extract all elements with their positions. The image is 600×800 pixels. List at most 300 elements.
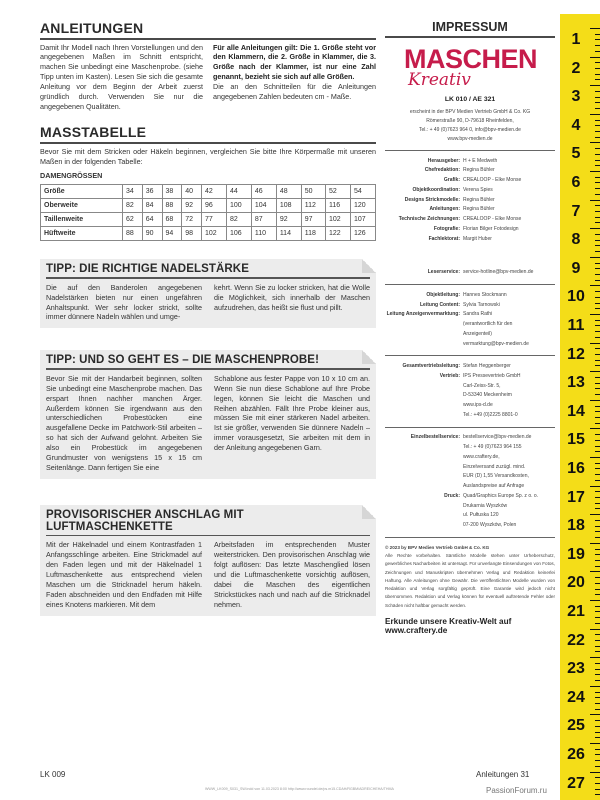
kv-key (385, 340, 463, 350)
ruler-tick (595, 217, 600, 218)
bestell-row (385, 453, 555, 463)
ruler-tick (595, 34, 600, 35)
kv-value: Drukarnia Wyszków (463, 502, 508, 509)
bestell-list (385, 433, 555, 531)
ruler-tick (595, 240, 600, 241)
ruler-tick (595, 640, 600, 641)
divider (385, 355, 555, 356)
ruler-tick (595, 634, 600, 635)
ruler-tick (595, 325, 600, 326)
ruler-tick (595, 211, 600, 212)
ruler-tick (595, 234, 600, 235)
ruler-number: 14 (567, 402, 585, 420)
ruler-tick (595, 148, 600, 149)
kv-value: Carl-Zeiss-Str. 5, (463, 382, 501, 389)
kv-key (385, 443, 463, 453)
ruler-tick (595, 360, 600, 361)
kv-value: www.ips-d.de (463, 402, 493, 409)
ruler-tick (595, 91, 600, 92)
kv-value: Einzelversand zuzügl. mind. (463, 463, 526, 470)
ruler-tick (595, 411, 600, 412)
size-table-cell: 97 (301, 213, 325, 227)
size-table-cell: 90 (142, 227, 162, 241)
kv-value: CREALOOP - Elke Monse (463, 177, 522, 184)
bestell-row (385, 472, 555, 482)
ruler-tick (595, 320, 600, 321)
logo-wordmark: MASCHEN (404, 43, 538, 74)
ruler-tick (595, 39, 600, 40)
tipp-nadelstaerke-heading: TIPP: DIE RICHTIGE NADELSTÄRKE (46, 263, 249, 276)
anleitungen-text-2 (213, 43, 376, 113)
publisher-line: Römerstraße 90, D-79618 Rheinfelden, (426, 117, 514, 124)
kv-key (385, 472, 463, 482)
kv-key: Vertrieb: (439, 372, 460, 379)
size-table-cell: 116 (326, 199, 351, 213)
kv-key: Grafik: (443, 177, 460, 184)
legal-text: Alle Rechte vorbehalten. Sämtliche Modelle stehen unter Urheberschutz, gewerbliches Nacharbeiten ist untersagt. Für unverlangte Einsendungen von Fotos, Zeichnungen und Manuskripten übernehmen Verlag und Redaktion keinerlei Haftung. Alle Anleitungen ohne Gewähr. Die veröffentlichten Modelle wurden von Redaktion und Verlag sorgfältig geprüft. Eine Garantie wird jedoch nicht übernommen. Redaktion und Verlag können für eventuell auftretende Fehler oder Schäden nicht haftbar gemacht werden. (385, 553, 555, 608)
impressum-column (385, 20, 555, 635)
kv-key (385, 320, 463, 330)
ruler-tick (595, 697, 600, 698)
kv-value: Regina Bühler (463, 196, 495, 203)
kv-key: Chefredaktion: (424, 167, 460, 174)
size-table-cell: 108 (276, 199, 301, 213)
ruler-tick (590, 772, 600, 773)
kv-key (385, 382, 463, 392)
credits-row (385, 157, 555, 167)
ruler-tick (595, 245, 600, 246)
ruler-tick (595, 205, 600, 206)
kv-key: Gesamtvertriebsleitung: (402, 363, 460, 370)
kv-value: Florian Bilger Fotodesign (463, 225, 519, 232)
kv-value: Tel.: +49 (0)2225 8801-0 (463, 411, 518, 418)
ruler-tick (595, 102, 600, 103)
ruler-number: 4 (571, 116, 581, 134)
ruler-tick (590, 629, 600, 630)
ruler-number: 25 (567, 717, 585, 735)
ruler-tick (595, 669, 600, 670)
ruler-tick (595, 651, 600, 652)
footer-page-number: Anleitungen 31 (476, 770, 530, 779)
kv-key: Technische Zeichnungen: (398, 216, 460, 223)
ruler-tick (595, 446, 600, 447)
vertrieb-row (385, 391, 555, 401)
masstabelle-heading: MASSTABELLE (40, 124, 147, 141)
size-table-row (41, 227, 376, 241)
kv-key: Fachlektorat: (428, 235, 460, 242)
kv-key: Objektleitung: (426, 291, 460, 298)
ruler-tick (595, 726, 600, 727)
kv-key (385, 401, 463, 411)
size-table-row-label: Taillenweite (41, 213, 123, 227)
size-table-row (41, 199, 376, 213)
anleitungen-rule-rest: Die an den Schnitteilen für die Anleitungen angegebenen Zahlen bedeuten cm - Maße. (213, 82, 376, 102)
kv-value: Regina Bühler (463, 167, 495, 174)
vertrieb-row (385, 401, 555, 411)
publisher-address (385, 108, 555, 144)
divider (46, 535, 370, 536)
copyright (385, 544, 555, 552)
ruler-tick (595, 131, 600, 132)
ruler-number: 19 (567, 545, 585, 563)
size-table-cell: 82 (226, 213, 251, 227)
ruler-tick (595, 406, 600, 407)
credits-row (385, 186, 555, 196)
size-table-cell: 102 (202, 227, 227, 241)
ruler-tick (590, 142, 600, 143)
ruler-tick (595, 194, 600, 195)
ruler-number: 7 (571, 202, 581, 220)
ruler-tick (595, 663, 600, 664)
anschlag-text-1: Mit der Häkelnadel und einem Kontrastfaden 1 Anfangsschlinge arbeiten. Eine Strickmadel auf den Faden legen und mit der Häkelnadel 1 Luftmaschenkette aus entsprechend vielen Maschen um die Stricknadel herum häkeln. Faden abschneiden und den Endfaden mit Hilfe eines Knotens markieren. Mit dem (46, 540, 202, 610)
tipp-nadelstaerke-box (40, 259, 376, 328)
bestell-row (385, 511, 555, 521)
tipp-maschenprobe-box (40, 350, 376, 479)
ruler-tick (595, 474, 600, 475)
ruler-tick (595, 222, 600, 223)
kv-key (385, 482, 463, 492)
kv-key (385, 391, 463, 401)
ruler-tick (595, 583, 600, 584)
divider (385, 150, 555, 151)
ruler-tick (590, 314, 600, 315)
ruler-tick (595, 297, 600, 298)
size-table-cell: 48 (276, 185, 301, 199)
ruler-tick (595, 423, 600, 424)
anschlag-box (40, 505, 376, 616)
ruler-tick (590, 85, 600, 86)
size-table-cell: 62 (123, 213, 143, 227)
kv-value: Anzeigenteil) (463, 330, 492, 337)
kv-value: Auslandspreise auf Anfrage (463, 483, 525, 490)
vertrieb-row (385, 382, 555, 392)
size-table-cell: 104 (251, 199, 276, 213)
ruler-tick (595, 766, 600, 767)
ruler-tick (595, 137, 600, 138)
size-table-cell: 82 (123, 199, 143, 213)
credits-row (385, 196, 555, 206)
size-table-cell: 88 (123, 227, 143, 241)
tipp-nadelstaerke-text-1: Die auf den Banderolen angegebenen Nadelstärken bieten nur einen ungefähren Anhaltspunkt. Wer sehr locker strickt, sollte immer dünnere Nadeln wählen und umge- (46, 282, 202, 322)
footer-print-info: WWW_LK009_S031_SW.indd von 11.03.2023 8:00 http://www.roundel.de/ps.m15.CDAH/RGBM/ADREICHEHA/THMA (205, 787, 394, 791)
bestell-row (385, 463, 555, 473)
divider (385, 427, 555, 428)
size-table-cell: 44 (226, 185, 251, 199)
divider (385, 36, 555, 38)
ruler-tick (595, 188, 600, 189)
ruler-tick (595, 383, 600, 384)
publisher-line: Tel.: + 49 (0)7623 964 0, info@bpv-medien.de (419, 126, 521, 133)
ruler-tick (595, 480, 600, 481)
ruler-tick (595, 709, 600, 710)
ruler-tick (595, 794, 600, 795)
objekt-row (385, 340, 555, 350)
size-table-cell: 98 (182, 227, 202, 241)
size-table-cell: 126 (350, 227, 375, 241)
credits-row (385, 225, 555, 235)
publisher-line: www.bpv-medien.de (447, 135, 493, 142)
ruler-tick (595, 537, 600, 538)
measuring-tape-ruler (560, 14, 600, 800)
ruler-number: 27 (567, 774, 585, 792)
objekt-row (385, 301, 555, 311)
ruler-tick (595, 589, 600, 590)
objekt-row (385, 291, 555, 301)
size-table-cell: 64 (142, 213, 162, 227)
size-table-cell: 50 (301, 185, 325, 199)
ruler-tick (595, 577, 600, 578)
ruler-tick (595, 388, 600, 389)
ruler-tick (595, 97, 600, 98)
kv-key (385, 502, 463, 512)
watermark: PassionForum.ru (486, 786, 547, 795)
kv-value: Margit Huber (463, 235, 492, 242)
size-table-cell: 88 (162, 199, 182, 213)
bestell-row (385, 492, 555, 502)
ruler-tick (595, 45, 600, 46)
size-table-cell: 54 (350, 185, 375, 199)
divider (385, 284, 555, 285)
size-table-cell: 114 (276, 227, 301, 241)
ruler-tick (595, 674, 600, 675)
vertrieb-row (385, 362, 555, 372)
ruler-tick (595, 566, 600, 567)
ruler-tick (595, 720, 600, 721)
size-table-cell: 120 (350, 199, 375, 213)
kv-key: Druck: (444, 492, 460, 499)
ruler-tick (595, 274, 600, 275)
kv-value: Sylvia Tarnowski (463, 301, 500, 308)
ruler-tick (590, 400, 600, 401)
kv-value: D-53340 Meckenheim (463, 392, 512, 399)
ruler-tick (595, 354, 600, 355)
ruler-tick (595, 303, 600, 304)
objekt-row (385, 330, 555, 340)
size-table-row-label: Größe (41, 185, 123, 199)
ruler-tick (590, 657, 600, 658)
anschlag-text-2: Arbeitsfaden im entsprechenden Muster weiterstricken. Den provisorischen Anschlag wie folgt auflösen: Das letzte Maschenglied lösen und die Luftmaschenkette vorsichtig auflösen, dabei die Maschen des eigentlichen Strickstückes nach und nach auf die Stricknadel nehmen. (214, 540, 370, 610)
ruler-tick (595, 606, 600, 607)
bestell-row (385, 433, 555, 443)
vertrieb-row (385, 372, 555, 382)
credits-row (385, 166, 555, 176)
ruler-number: 22 (567, 631, 585, 649)
ruler-number: 11 (567, 317, 585, 334)
credits-list (385, 157, 555, 245)
ruler-tick (595, 531, 600, 532)
kv-value: IPS Pressevertrieb GmbH (463, 372, 521, 379)
ruler-tick (595, 331, 600, 332)
ruler-tick (595, 503, 600, 504)
tipp-nadelstaerke-text-2: kehrt. Wenn Sie zu locker stricken, hat die Wolle die Möglichkeit, sich innerhalb der Maschen aufzudrehen, das heißt sie flust und pillt. (214, 282, 370, 312)
ruler-tick (590, 571, 600, 572)
ruler-number: 24 (567, 688, 585, 706)
size-table-cell: 40 (182, 185, 202, 199)
ruler-number: 18 (567, 517, 585, 535)
anleitungen-heading: ANLEITUNGEN (40, 20, 144, 36)
kv-key: Einzelbestellservice: (410, 434, 460, 441)
size-table-cell: 38 (162, 185, 182, 199)
ruler-tick (595, 680, 600, 681)
ruler-tick (595, 79, 600, 80)
ruler-tick (595, 560, 600, 561)
kv-key: Herausgeber: (427, 157, 460, 164)
kv-value: Tel.: + 49 (0)7623 964 155 (463, 444, 522, 451)
ruler-tick (595, 526, 600, 527)
bestell-row (385, 521, 555, 531)
size-table-row (41, 185, 376, 199)
ruler-tick (595, 165, 600, 166)
size-table-cell: 42 (202, 185, 227, 199)
ruler-tick (595, 68, 600, 69)
ruler-number: 10 (567, 288, 585, 306)
ruler-tick (595, 703, 600, 704)
ruler-tick (595, 365, 600, 366)
kv-value: bestellservice@bpv-medien.de (463, 434, 532, 441)
kv-value: (verantwortlich für den (463, 321, 513, 328)
size-table-cell: 100 (226, 199, 251, 213)
ruler-tick (595, 749, 600, 750)
ruler-tick (590, 200, 600, 201)
kv-key: Designs Strickmodelle: (404, 196, 460, 203)
credits-row (385, 176, 555, 186)
size-table-row-label: Hüftweite (41, 227, 123, 241)
publisher-line: erscheint in der BPV Medien Vertrieb GmbH & Co. KG (409, 108, 531, 115)
ruler-tick (595, 760, 600, 761)
ruler-tick (590, 714, 600, 715)
size-table-cell: 96 (202, 199, 227, 213)
bestell-row (385, 443, 555, 453)
kv-value: Regina Bühler (463, 206, 495, 213)
kv-value: service-hotline@bpv-medien.de (463, 269, 534, 276)
page-corner-decoration (362, 259, 376, 273)
kv-key (385, 511, 463, 521)
kv-value: Hannes Stockmann (463, 291, 507, 298)
kv-key (385, 521, 463, 531)
objekt-row (385, 320, 555, 330)
ruler-number: 23 (567, 660, 585, 678)
kv-value: vermarktung@bpv-medien.de (463, 340, 529, 347)
size-table-cell: 87 (251, 213, 276, 227)
kv-key: Objektkoordination: (412, 186, 460, 193)
size-table-cell: 110 (251, 227, 276, 241)
vertrieb-list (385, 362, 555, 421)
size-table-cell: 68 (162, 213, 182, 227)
ruler-tick (595, 732, 600, 733)
ruler-tick (595, 125, 600, 126)
ruler-tick (595, 291, 600, 292)
impressum-heading: IMPRESSUM (432, 20, 508, 34)
ruler-tick (595, 754, 600, 755)
page-corner-decoration (362, 505, 376, 519)
divider (46, 277, 370, 278)
ruler-tick (595, 497, 600, 498)
size-table-cell: 106 (226, 227, 251, 241)
size-table (40, 184, 376, 241)
ruler-tick (595, 348, 600, 349)
ruler-tick (590, 257, 600, 258)
kv-key (385, 453, 463, 463)
ruler-tick (590, 743, 600, 744)
ruler-tick (590, 57, 600, 58)
anleitungen-section (40, 20, 376, 112)
ruler-number: 20 (567, 574, 585, 592)
ruler-number: 15 (567, 431, 585, 449)
masstabelle-section (40, 124, 376, 241)
bestell-row (385, 502, 555, 512)
ruler-tick (595, 154, 600, 155)
ruler-tick (595, 554, 600, 555)
ruler-tick (595, 440, 600, 441)
ruler-number: 1 (571, 31, 581, 48)
ruler-tick (595, 617, 600, 618)
size-table-cell: 107 (350, 213, 375, 227)
kv-value: ul. Pułtuska 120 (463, 512, 499, 519)
kv-value: CREALOOP - Elke Monse (463, 216, 522, 223)
kv-key (385, 463, 463, 473)
ruler-tick (590, 371, 600, 372)
ruler-number: 12 (567, 345, 585, 363)
kv-value: Sandra Rathi (463, 311, 493, 318)
ruler-tick (595, 623, 600, 624)
left-column (40, 20, 376, 616)
ruler-tick (590, 343, 600, 344)
size-table-cell: 52 (326, 185, 351, 199)
divider (40, 142, 376, 144)
divider (385, 537, 555, 538)
ruler-tick (590, 171, 600, 172)
ruler-tick (595, 692, 600, 693)
ruler-tick (590, 486, 600, 487)
size-table-cell: 36 (142, 185, 162, 199)
ruler-tick (590, 428, 600, 429)
size-table-cell: 84 (142, 199, 162, 213)
size-table-row (41, 213, 376, 227)
vertrieb-row (385, 411, 555, 421)
maschen-kreativ-logo (404, 43, 538, 90)
ruler-tick (595, 463, 600, 464)
ruler-tick (595, 263, 600, 264)
ruler-tick (595, 337, 600, 338)
ruler-tick (595, 108, 600, 109)
ruler-tick (595, 182, 600, 183)
ruler-number: 13 (567, 374, 585, 392)
anschlag-heading: PROVISORISCHER ANSCHLAG MIT LUFTMASCHENKETTE (46, 509, 244, 534)
kv-key: Leitung Content: (420, 301, 460, 308)
ruler-number: 2 (571, 59, 581, 77)
size-table-cell: 77 (202, 213, 227, 227)
ruler-number: 5 (571, 145, 581, 163)
ruler-tick (595, 394, 600, 395)
ruler-tick (590, 600, 600, 601)
craftery-link[interactable]: Erkunde unsere Kreativ-Welt auf www.craftery.de (385, 616, 512, 635)
size-table-cell: 72 (182, 213, 202, 227)
ruler-number: 8 (571, 231, 581, 249)
ruler-tick (595, 268, 600, 269)
ruler-tick (590, 514, 600, 515)
objekt-row (385, 310, 555, 320)
ruler-tick (595, 737, 600, 738)
kv-key: Leserservice: (427, 269, 460, 276)
kv-key: Leitung Anzeigenvermarktung: (386, 311, 460, 318)
ruler-tick (595, 280, 600, 281)
ruler-tick (595, 120, 600, 121)
ruler-tick (595, 549, 600, 550)
ruler-tick (595, 417, 600, 418)
ruler-tick (590, 543, 600, 544)
size-table-cell: 34 (123, 185, 143, 199)
size-table-cell: 118 (301, 227, 325, 241)
